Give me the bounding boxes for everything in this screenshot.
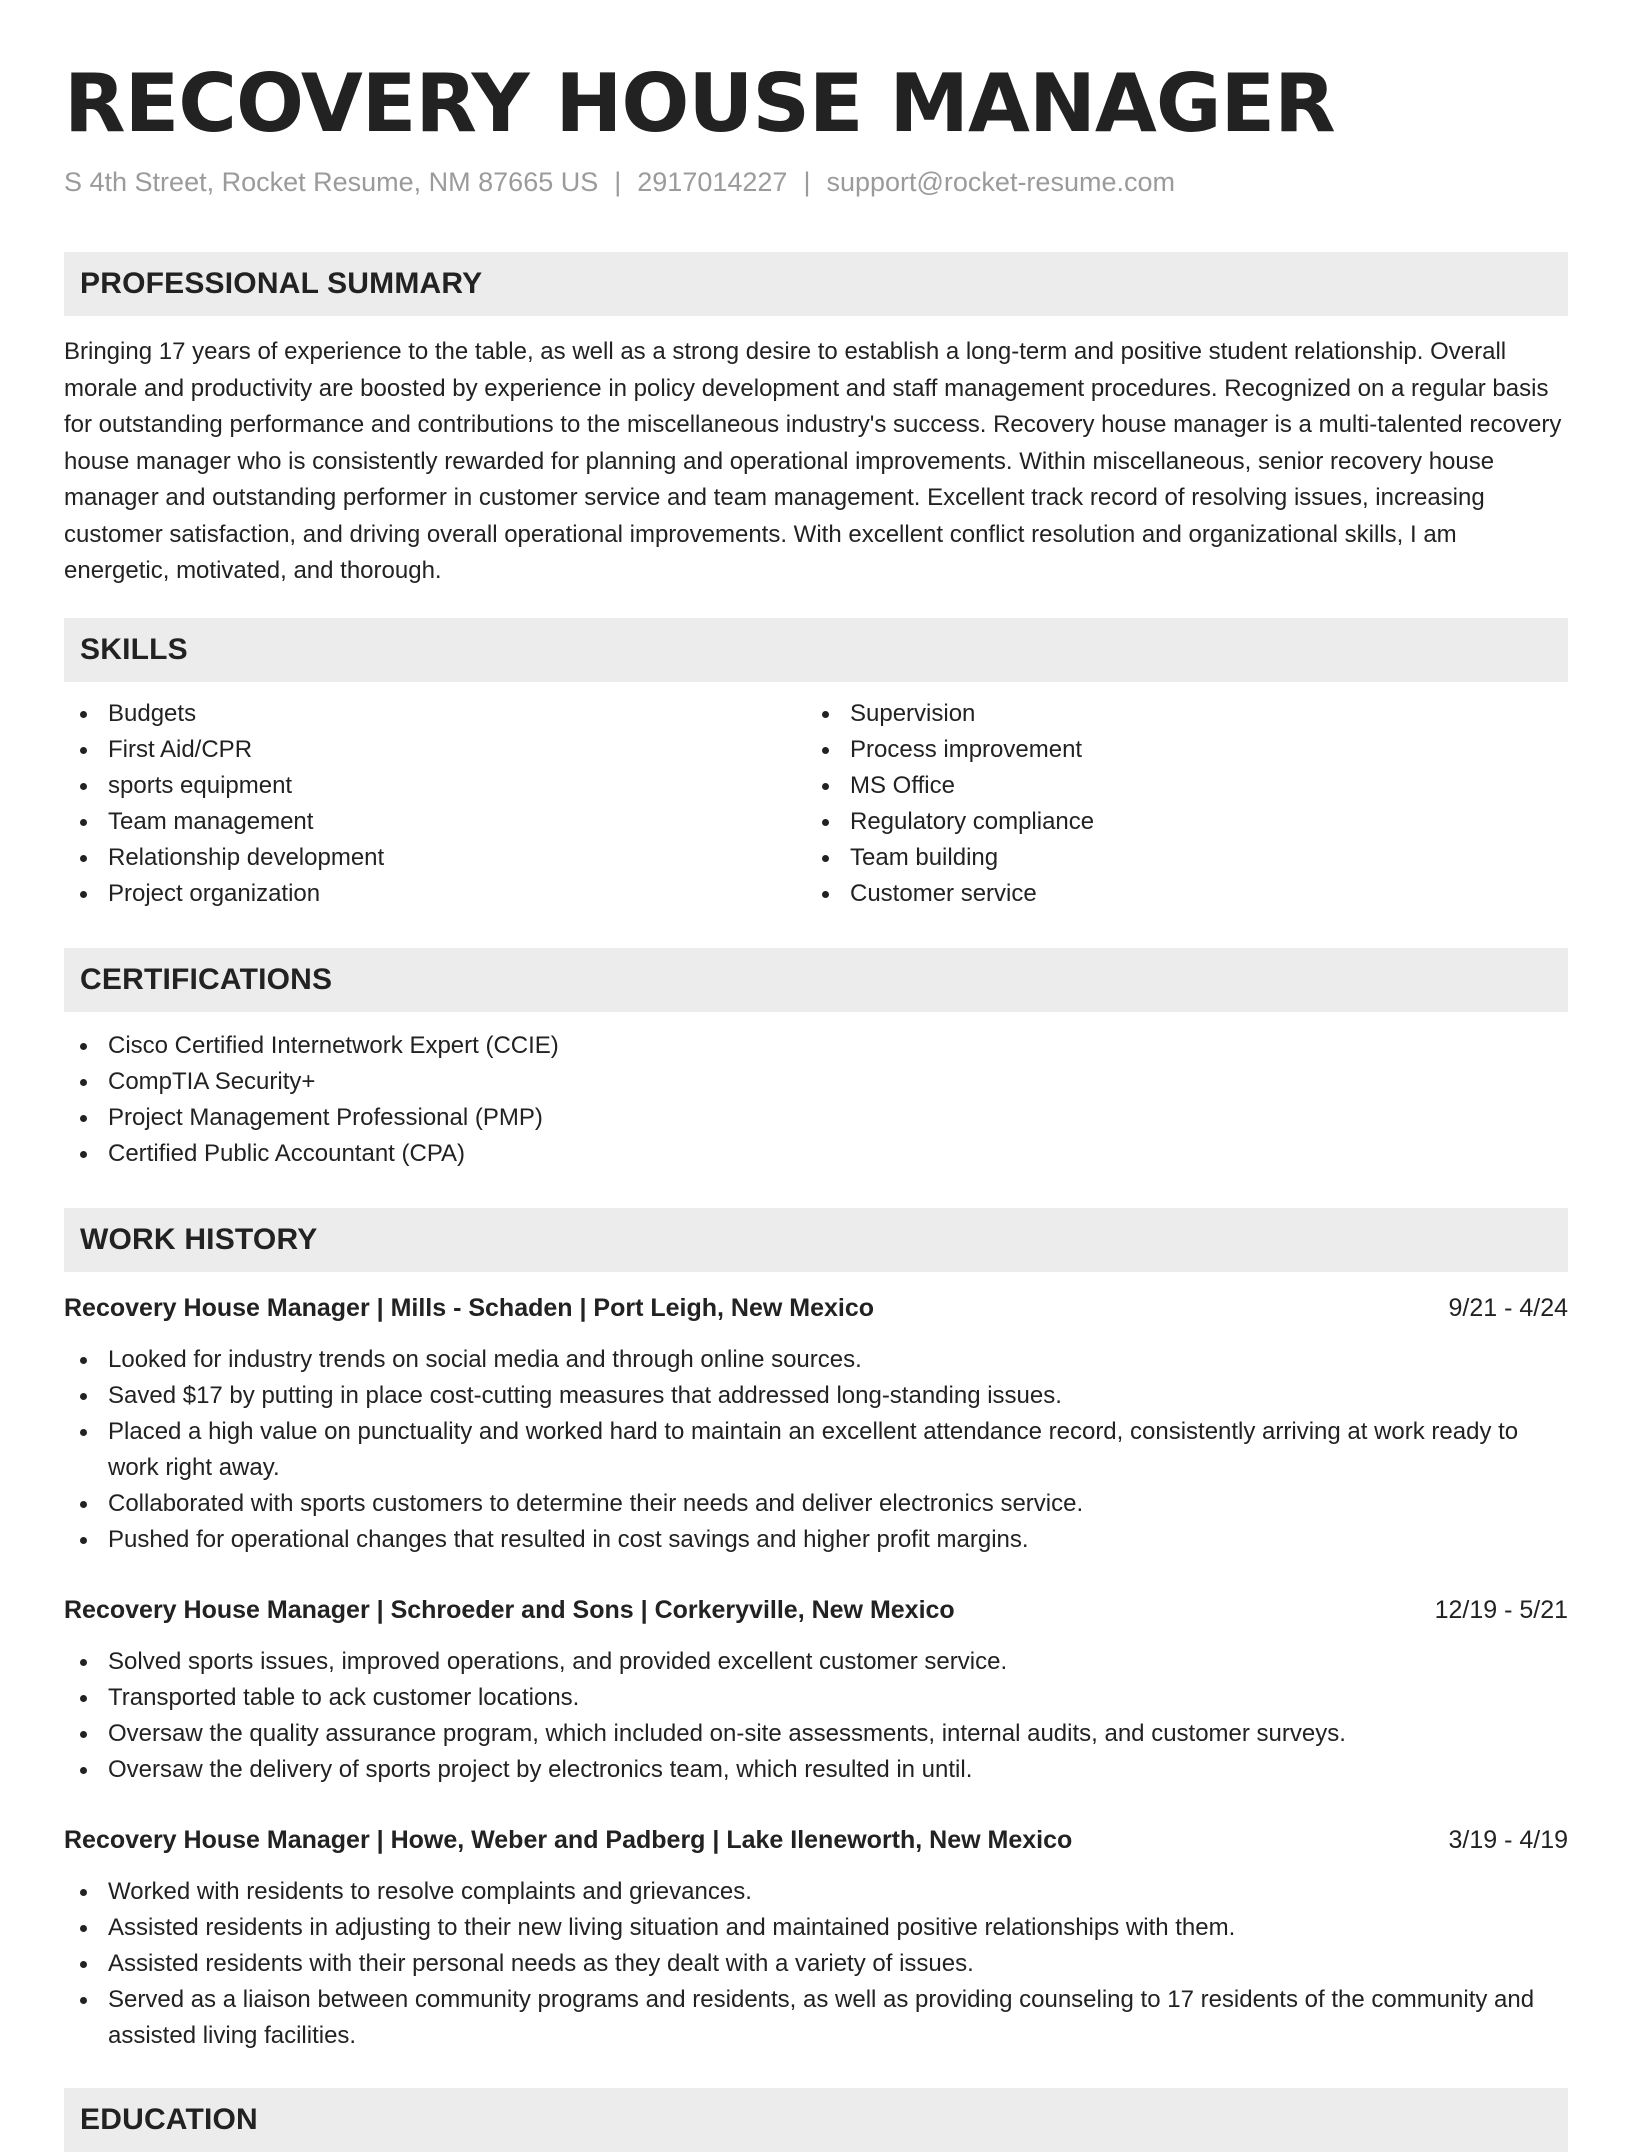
section-header-certifications	[64, 948, 1568, 1012]
section-title: SKILLS	[80, 632, 188, 666]
list-item: Customer service	[806, 876, 1548, 912]
list-item: Served as a liaison between community programs and residents, as well as providing counseling to 17 residents of the community and assisted living facilities.	[64, 1982, 1568, 2054]
skills-column-right	[806, 696, 1548, 912]
list-item: Oversaw the delivery of sports project by electronics team, which resulted in until.	[64, 1752, 1568, 1788]
contact-phone: 2917014227	[637, 167, 788, 197]
list-item: Regulatory compliance	[806, 804, 1548, 840]
summary-text: Bringing 17 years of experience to the table, as well as a strong desire to establish a long-term and positive student relationship. Overall morale and productivity are boosted by experience in policy development and staff management procedures. Recognized on a regular basis for outstanding performance and contributions to the miscellaneous industry's success. Recovery house manager is a multi-talented recovery house manager who is consistently rewarded for planning and operational improvements. Within miscellaneous, senior recovery house manager and outstanding performer in customer service and team management. Excellent track record of resolving issues, increasing customer satisfaction, and driving overall operational improvements. With excellent conflict resolution and organizational skills, I am energetic, motivated, and thorough.	[64, 338, 1562, 584]
job-title: Recovery House Manager | Howe, Weber and Padberg | Lake Ileneworth, New Mexico	[64, 1825, 1073, 1854]
list-item: MS Office	[806, 768, 1548, 804]
list-item: Budgets	[64, 696, 806, 732]
job-dates: 3/19 - 4/19	[1448, 1825, 1568, 1854]
section-title: EDUCATION	[80, 2102, 258, 2136]
section-header-summary	[64, 252, 1568, 316]
resume-title: RECOVERY HOUSE MANAGER	[64, 57, 1335, 150]
job-bullets	[64, 1874, 1568, 2054]
list-item: Pushed for operational changes that resulted in cost savings and higher profit margins.	[64, 1522, 1568, 1558]
list-item: Oversaw the quality assurance program, which included on-site assessments, internal audits, and customer surveys.	[64, 1716, 1568, 1752]
skills-list	[64, 696, 1568, 912]
list-item: CompTIA Security+	[64, 1064, 1568, 1100]
list-item: Assisted residents with their personal needs as they dealt with a variety of issues.	[64, 1946, 1568, 1982]
skills-column-left	[64, 696, 806, 912]
resume-page	[64, 58, 1568, 2152]
job-bullets	[64, 1342, 1568, 1558]
job-dates: 9/21 - 4/24	[1448, 1293, 1568, 1322]
list-item: Transported table to ack customer locations.	[64, 1680, 1568, 1716]
list-item: Looked for industry trends on social media and through online sources.	[64, 1342, 1568, 1378]
job-header	[64, 1822, 1568, 1858]
list-item: First Aid/CPR	[64, 732, 806, 768]
section-header-work-history	[64, 1208, 1568, 1272]
job-bullets	[64, 1644, 1568, 1788]
list-item: Cisco Certified Internetwork Expert (CCIE)	[64, 1028, 1568, 1064]
list-item: Assisted residents in adjusting to their new living situation and maintained positive relationships with them.	[64, 1910, 1568, 1946]
job-title: Recovery House Manager | Mills - Schaden | Port Leigh, New Mexico	[64, 1293, 875, 1322]
list-item: Supervision	[806, 696, 1548, 732]
job-entry	[64, 1592, 1568, 1788]
list-item: Process improvement	[806, 732, 1548, 768]
contact-separator: |	[803, 167, 811, 197]
section-header-education	[64, 2088, 1568, 2152]
list-item: Worked with residents to resolve complaints and grievances.	[64, 1874, 1568, 1910]
list-item: sports equipment	[64, 768, 806, 804]
list-item: Collaborated with sports customers to determine their needs and deliver electronics service.	[64, 1486, 1568, 1522]
list-item: Saved $17 by putting in place cost-cutting measures that addressed long-standing issues.	[64, 1378, 1568, 1414]
job-entry	[64, 1290, 1568, 1558]
list-item: Solved sports issues, improved operations, and provided excellent customer service.	[64, 1644, 1568, 1680]
list-item: Project organization	[64, 876, 806, 912]
section-title: PROFESSIONAL SUMMARY	[80, 267, 483, 300]
job-dates: 12/19 - 5/21	[1434, 1595, 1568, 1624]
contact-email: support@rocket-resume.com	[826, 167, 1175, 197]
section-title: WORK HISTORY	[80, 1222, 318, 1256]
list-item: Relationship development	[64, 840, 806, 876]
job-header	[64, 1290, 1568, 1326]
contact-separator: |	[614, 167, 622, 197]
job-entry	[64, 1822, 1568, 2054]
job-header	[64, 1592, 1568, 1628]
list-item: Project Management Professional (PMP)	[64, 1100, 1568, 1136]
job-title: Recovery House Manager | Schroeder and Sons | Corkeryville, New Mexico	[64, 1595, 955, 1624]
contact-address: S 4th Street, Rocket Resume, NM 87665 US	[64, 167, 599, 197]
certifications-list	[64, 1028, 1568, 1172]
list-item: Certified Public Accountant (CPA)	[64, 1136, 1568, 1172]
section-title: CERTIFICATIONS	[80, 962, 333, 996]
list-item: Team building	[806, 840, 1548, 876]
section-header-skills	[64, 618, 1568, 682]
list-item: Placed a high value on punctuality and worked hard to maintain an excellent attendance record, consistently arriving at work ready to work right away.	[64, 1414, 1568, 1486]
contact-line	[64, 164, 1568, 200]
list-item: Team management	[64, 804, 806, 840]
